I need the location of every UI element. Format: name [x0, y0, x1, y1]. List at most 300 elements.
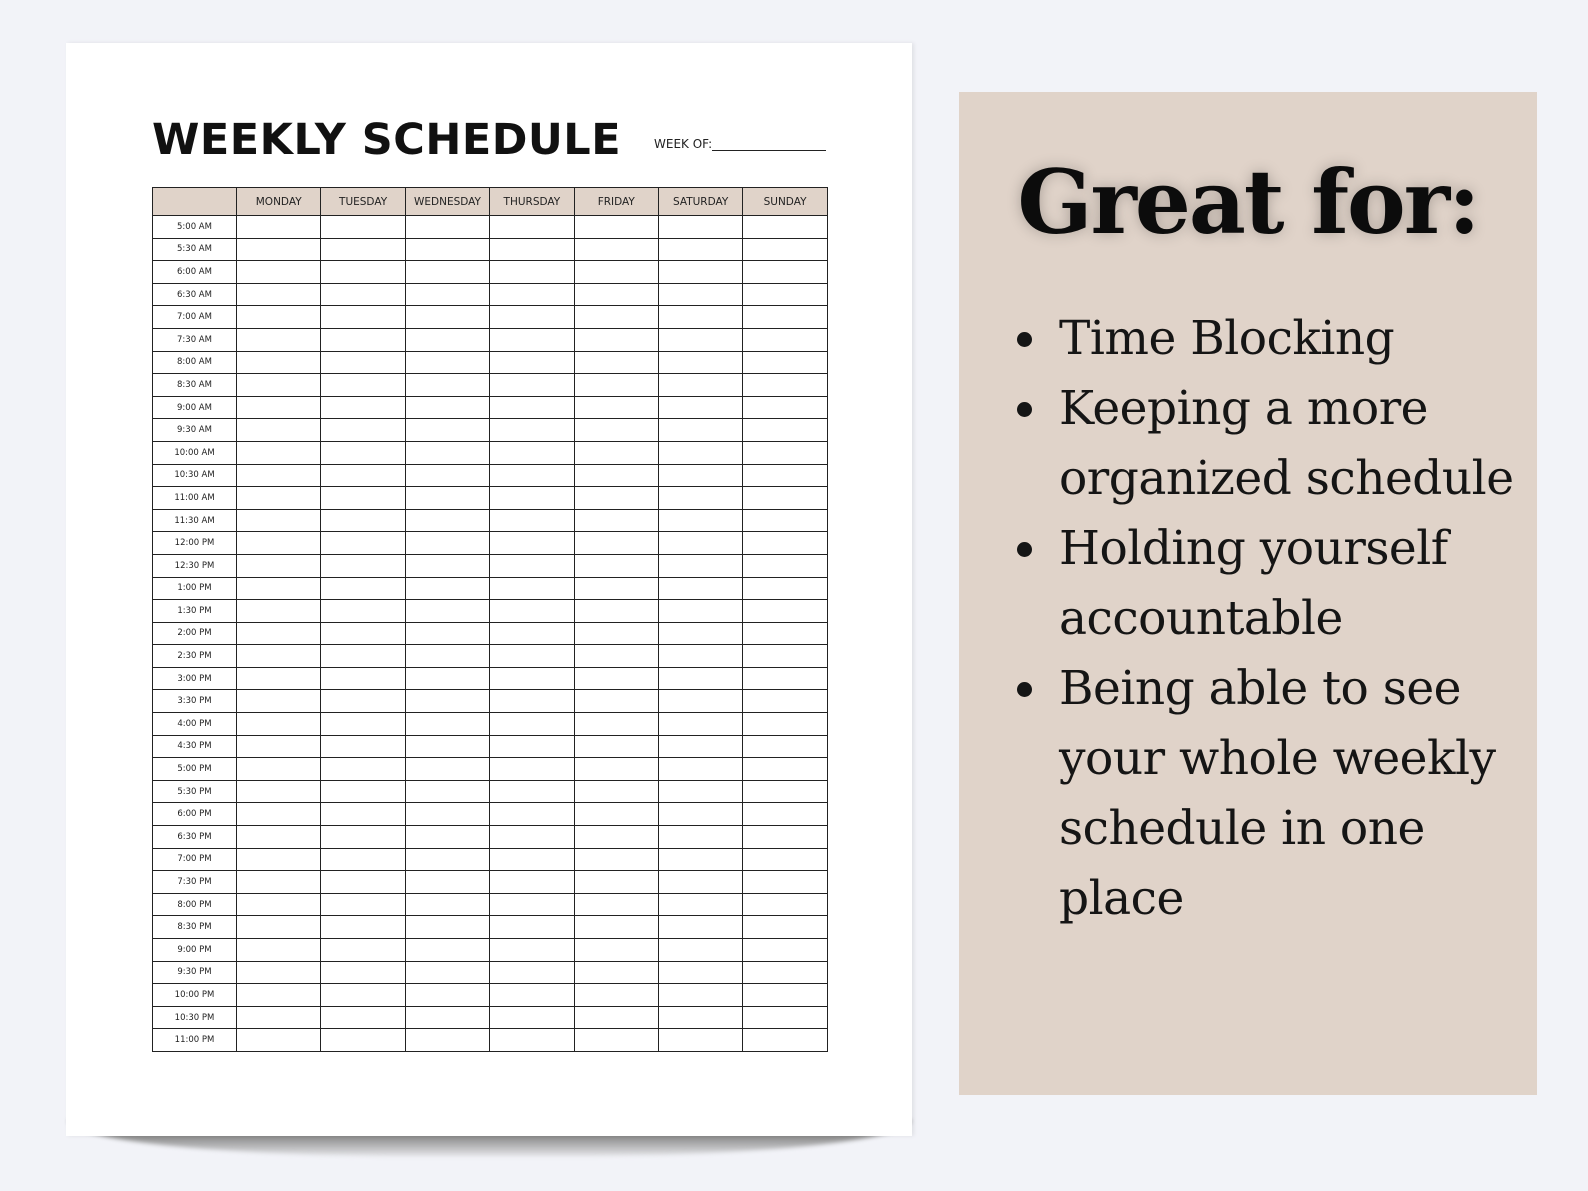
time-label: 6:30 PM [153, 826, 237, 849]
schedule-cell [658, 396, 742, 419]
schedule-cell [490, 554, 574, 577]
schedule-cell [321, 532, 405, 555]
schedule-cell [743, 261, 827, 284]
schedule-cell [490, 893, 574, 916]
day-header-saturday: SATURDAY [658, 188, 742, 216]
schedule-cell [574, 803, 658, 826]
schedule-cell [490, 283, 574, 306]
schedule-cell [743, 1029, 827, 1052]
schedule-cell [743, 871, 827, 894]
schedule-cell [405, 600, 489, 623]
schedule-cell [658, 826, 742, 849]
schedule-cell [237, 1006, 321, 1029]
time-label: 9:30 AM [153, 419, 237, 442]
schedule-cell [321, 396, 405, 419]
schedule-cell [321, 780, 405, 803]
schedule-cell [743, 328, 827, 351]
schedule-cell [574, 554, 658, 577]
schedule-cell [237, 216, 321, 239]
schedule-cell [658, 351, 742, 374]
schedule-cell [490, 622, 574, 645]
schedule-cell [574, 328, 658, 351]
schedule-cell [321, 487, 405, 510]
schedule-cell [321, 306, 405, 329]
schedule-cell [658, 916, 742, 939]
schedule-cell [321, 351, 405, 374]
schedule-cell [658, 374, 742, 397]
schedule-cell [405, 667, 489, 690]
schedule-cell [237, 893, 321, 916]
schedule-cell [658, 419, 742, 442]
schedule-cell [321, 328, 405, 351]
day-header-wednesday: WEDNESDAY [405, 188, 489, 216]
schedule-cell [490, 871, 574, 894]
time-label: 7:00 AM [153, 306, 237, 329]
schedule-cell [743, 826, 827, 849]
time-row [153, 758, 828, 781]
schedule-cell [743, 893, 827, 916]
schedule-cell [321, 600, 405, 623]
schedule-cell [743, 441, 827, 464]
time-row [153, 464, 828, 487]
schedule-cell [405, 464, 489, 487]
schedule-cell [321, 735, 405, 758]
schedule-cell [574, 645, 658, 668]
schedule-title: WEEKLY SCHEDULE [152, 115, 622, 165]
schedule-cell [574, 893, 658, 916]
schedule-cell [574, 306, 658, 329]
schedule-cell [490, 577, 574, 600]
time-row [153, 216, 828, 239]
schedule-cell [405, 758, 489, 781]
schedule-cell [405, 622, 489, 645]
time-label: 3:00 PM [153, 667, 237, 690]
time-label: 8:30 AM [153, 374, 237, 397]
schedule-cell [405, 780, 489, 803]
schedule-cell [321, 419, 405, 442]
schedule-cell [574, 1029, 658, 1052]
schedule-cell [237, 690, 321, 713]
schedule-cell [743, 283, 827, 306]
time-row [153, 1006, 828, 1029]
time-row [153, 826, 828, 849]
schedule-cell [658, 713, 742, 736]
schedule-cell [321, 758, 405, 781]
schedule-cell [574, 441, 658, 464]
schedule-cell [237, 261, 321, 284]
time-row [153, 374, 828, 397]
schedule-cell [321, 374, 405, 397]
schedule-cell [237, 419, 321, 442]
schedule-cell [574, 780, 658, 803]
schedule-cell [490, 261, 574, 284]
day-header-thursday: THURSDAY [490, 188, 574, 216]
schedule-cell [321, 848, 405, 871]
schedule-cell [658, 893, 742, 916]
schedule-cell [237, 441, 321, 464]
schedule-cell [490, 1006, 574, 1029]
schedule-cell [237, 645, 321, 668]
schedule-cell [574, 690, 658, 713]
schedule-cell [743, 667, 827, 690]
schedule-cell [237, 871, 321, 894]
schedule-cell [658, 645, 742, 668]
schedule-cell [490, 441, 574, 464]
schedule-cell [405, 893, 489, 916]
schedule-cell [405, 283, 489, 306]
schedule-cell [237, 283, 321, 306]
schedule-cell [658, 487, 742, 510]
schedule-cell [321, 283, 405, 306]
schedule-cell [321, 826, 405, 849]
schedule-cell [405, 645, 489, 668]
time-row [153, 600, 828, 623]
time-row [153, 441, 828, 464]
time-row [153, 667, 828, 690]
schedule-cell [743, 1006, 827, 1029]
schedule-cell [405, 848, 489, 871]
schedule-cell [405, 554, 489, 577]
schedule-cell [658, 848, 742, 871]
schedule-sheet [66, 43, 912, 1136]
benefit-text: Holding yourself accountable [1059, 521, 1448, 646]
time-label: 5:30 PM [153, 780, 237, 803]
schedule-cell [743, 961, 827, 984]
schedule-cell [658, 667, 742, 690]
schedule-cell [237, 532, 321, 555]
time-row [153, 645, 828, 668]
schedule-cell [237, 509, 321, 532]
time-label: 4:30 PM [153, 735, 237, 758]
schedule-grid [152, 187, 828, 1052]
benefit-item [1017, 514, 1527, 654]
schedule-cell [743, 374, 827, 397]
schedule-cell [321, 961, 405, 984]
time-row [153, 939, 828, 962]
schedule-cell [321, 984, 405, 1007]
schedule-cell [237, 803, 321, 826]
schedule-cell [743, 464, 827, 487]
schedule-cell [574, 464, 658, 487]
time-label: 2:00 PM [153, 622, 237, 645]
time-label: 11:30 AM [153, 509, 237, 532]
time-row [153, 577, 828, 600]
time-label: 10:30 PM [153, 1006, 237, 1029]
schedule-cell [405, 826, 489, 849]
schedule-cell [743, 600, 827, 623]
week-of-field [654, 137, 826, 151]
schedule-cell [574, 826, 658, 849]
schedule-cell [405, 690, 489, 713]
schedule-cell [574, 622, 658, 645]
time-row [153, 554, 828, 577]
schedule-cell [490, 939, 574, 962]
schedule-cell [405, 351, 489, 374]
time-label: 1:30 PM [153, 600, 237, 623]
schedule-cell [743, 780, 827, 803]
schedule-cell [405, 803, 489, 826]
time-row [153, 419, 828, 442]
schedule-cell [574, 238, 658, 261]
time-row [153, 622, 828, 645]
panel-heading: Great for: [1017, 150, 1479, 254]
schedule-cell [321, 1029, 405, 1052]
schedule-cell [490, 532, 574, 555]
schedule-cell [321, 667, 405, 690]
schedule-cell [658, 961, 742, 984]
day-header-friday: FRIDAY [574, 188, 658, 216]
day-header-tuesday: TUESDAY [321, 188, 405, 216]
schedule-cell [743, 396, 827, 419]
schedule-cell [658, 554, 742, 577]
schedule-cell [321, 645, 405, 668]
schedule-cell [743, 532, 827, 555]
time-row [153, 735, 828, 758]
schedule-cell [405, 419, 489, 442]
schedule-cell [321, 713, 405, 736]
time-label: 6:30 AM [153, 283, 237, 306]
schedule-cell [658, 803, 742, 826]
schedule-cell [490, 713, 574, 736]
schedule-cell [237, 667, 321, 690]
schedule-cell [743, 939, 827, 962]
schedule-cell [405, 577, 489, 600]
schedule-cell [490, 780, 574, 803]
schedule-cell [743, 351, 827, 374]
bullet-dot-icon [1017, 542, 1032, 557]
time-label: 12:30 PM [153, 554, 237, 577]
day-header-monday: MONDAY [237, 188, 321, 216]
time-label: 10:00 PM [153, 984, 237, 1007]
schedule-cell [237, 577, 321, 600]
schedule-cell [405, 509, 489, 532]
schedule-cell [490, 961, 574, 984]
time-label: 6:00 PM [153, 803, 237, 826]
schedule-cell [321, 622, 405, 645]
schedule-cell [490, 509, 574, 532]
schedule-cell [237, 487, 321, 510]
schedule-cell [237, 306, 321, 329]
schedule-cell [574, 261, 658, 284]
schedule-cell [237, 238, 321, 261]
schedule-cell [237, 848, 321, 871]
schedule-cell [743, 758, 827, 781]
schedule-cell [405, 441, 489, 464]
time-label: 9:00 AM [153, 396, 237, 419]
schedule-cell [490, 238, 574, 261]
schedule-cell [237, 939, 321, 962]
week-of-blank-line [712, 137, 826, 151]
time-label: 11:00 PM [153, 1029, 237, 1052]
schedule-cell [574, 1006, 658, 1029]
schedule-cell [321, 441, 405, 464]
benefits-panel [959, 92, 1537, 1095]
schedule-cell [321, 577, 405, 600]
schedule-cell [490, 690, 574, 713]
time-row [153, 713, 828, 736]
schedule-cell [658, 216, 742, 239]
schedule-cell [658, 735, 742, 758]
time-row [153, 780, 828, 803]
time-row [153, 893, 828, 916]
schedule-cell [490, 735, 574, 758]
schedule-cell [490, 667, 574, 690]
schedule-cell [321, 554, 405, 577]
schedule-cell [237, 735, 321, 758]
schedule-cell [490, 216, 574, 239]
schedule-cell [321, 916, 405, 939]
time-label: 5:00 AM [153, 216, 237, 239]
schedule-cell [743, 645, 827, 668]
schedule-cell [321, 1006, 405, 1029]
schedule-cell [405, 713, 489, 736]
schedule-cell [405, 735, 489, 758]
schedule-cell [574, 984, 658, 1007]
schedule-cell [490, 600, 574, 623]
bullet-dot-icon [1017, 682, 1032, 697]
schedule-cell [574, 374, 658, 397]
schedule-cell [321, 939, 405, 962]
schedule-cell [321, 690, 405, 713]
schedule-cell [658, 238, 742, 261]
schedule-cell [321, 893, 405, 916]
time-row [153, 261, 828, 284]
schedule-cell [574, 758, 658, 781]
schedule-cell [574, 916, 658, 939]
schedule-cell [237, 374, 321, 397]
schedule-cell [574, 419, 658, 442]
time-label: 1:00 PM [153, 577, 237, 600]
schedule-cell [574, 487, 658, 510]
schedule-cell [237, 984, 321, 1007]
schedule-cell [490, 351, 574, 374]
time-rows [153, 216, 828, 1052]
schedule-cell [490, 396, 574, 419]
time-label: 7:00 PM [153, 848, 237, 871]
benefit-list [1017, 304, 1527, 934]
schedule-cell [490, 464, 574, 487]
time-label: 7:30 AM [153, 328, 237, 351]
time-row [153, 848, 828, 871]
benefit-item [1017, 304, 1527, 374]
schedule-cell [743, 803, 827, 826]
schedule-cell [237, 758, 321, 781]
schedule-cell [405, 532, 489, 555]
schedule-cell [405, 1006, 489, 1029]
week-of-label: WEEK OF: [654, 137, 713, 151]
schedule-cell [658, 577, 742, 600]
day-header-sunday: SUNDAY [743, 188, 827, 216]
schedule-cell [658, 1006, 742, 1029]
bullet-dot-icon [1017, 332, 1032, 347]
schedule-cell [574, 735, 658, 758]
schedule-cell [405, 261, 489, 284]
schedule-cell [237, 600, 321, 623]
schedule-cell [658, 509, 742, 532]
schedule-cell [321, 871, 405, 894]
schedule-cell [658, 622, 742, 645]
schedule-cell [743, 216, 827, 239]
schedule-cell [658, 780, 742, 803]
schedule-cell [237, 826, 321, 849]
schedule-cell [574, 848, 658, 871]
schedule-cell [574, 871, 658, 894]
schedule-cell [574, 667, 658, 690]
schedule-cell [658, 464, 742, 487]
schedule-cell [658, 1029, 742, 1052]
time-row [153, 532, 828, 555]
time-row [153, 396, 828, 419]
time-label: 2:30 PM [153, 645, 237, 668]
time-row [153, 961, 828, 984]
schedule-cell [237, 464, 321, 487]
schedule-cell [658, 283, 742, 306]
schedule-cell [490, 487, 574, 510]
time-row [153, 306, 828, 329]
time-label: 5:30 AM [153, 238, 237, 261]
schedule-cell [743, 306, 827, 329]
time-row [153, 871, 828, 894]
corner-cell [153, 188, 237, 216]
schedule-cell [658, 328, 742, 351]
time-row [153, 1029, 828, 1052]
time-label: 12:00 PM [153, 532, 237, 555]
schedule-cell [743, 419, 827, 442]
schedule-cell [237, 396, 321, 419]
schedule-cell [405, 939, 489, 962]
time-label: 8:00 PM [153, 893, 237, 916]
time-label: 6:00 AM [153, 261, 237, 284]
schedule-cell [321, 803, 405, 826]
time-row [153, 690, 828, 713]
time-row [153, 509, 828, 532]
schedule-cell [321, 238, 405, 261]
schedule-cell [574, 713, 658, 736]
time-row [153, 351, 828, 374]
schedule-cell [490, 328, 574, 351]
schedule-cell [658, 690, 742, 713]
schedule-cell [574, 216, 658, 239]
schedule-cell [658, 600, 742, 623]
schedule-cell [237, 713, 321, 736]
schedule-cell [405, 374, 489, 397]
schedule-cell [321, 464, 405, 487]
schedule-cell [743, 577, 827, 600]
schedule-cell [237, 328, 321, 351]
schedule-cell [237, 780, 321, 803]
schedule-cell [574, 532, 658, 555]
schedule-cell [574, 509, 658, 532]
time-label: 3:30 PM [153, 690, 237, 713]
schedule-cell [490, 916, 574, 939]
benefit-item [1017, 654, 1527, 934]
schedule-cell [658, 306, 742, 329]
schedule-cell [743, 984, 827, 1007]
schedule-cell [237, 351, 321, 374]
time-label: 11:00 AM [153, 487, 237, 510]
benefit-item [1017, 374, 1527, 514]
schedule-cell [321, 216, 405, 239]
schedule-cell [658, 984, 742, 1007]
schedule-cell [237, 622, 321, 645]
schedule-cell [743, 487, 827, 510]
schedule-cell [490, 848, 574, 871]
schedule-cell [658, 939, 742, 962]
schedule-cell [405, 238, 489, 261]
schedule-cell [405, 961, 489, 984]
time-label: 4:00 PM [153, 713, 237, 736]
schedule-cell [490, 306, 574, 329]
